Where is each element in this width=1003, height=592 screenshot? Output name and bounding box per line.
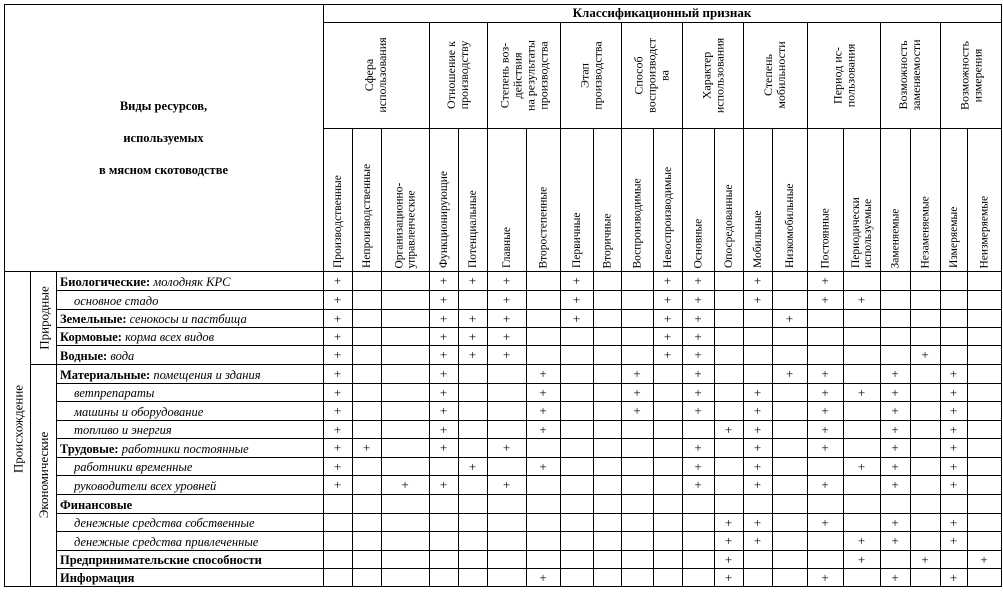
sub-header-16: [844, 131, 879, 268]
plus-mark: +: [439, 440, 448, 455]
plus-mark: +: [724, 421, 733, 437]
plus-mark: +: [694, 458, 702, 474]
plus-mark: +: [694, 366, 702, 381]
classification-title: Классификационный признак: [572, 5, 752, 20]
sub-header-label: Периодически используемые: [849, 197, 874, 268]
plus-mark: +: [439, 403, 448, 418]
plus-mark: +: [439, 384, 448, 400]
table-row-label: [60, 441, 249, 457]
plus-mark: +: [502, 292, 511, 307]
sub-header-label: Первичные: [570, 212, 583, 268]
plus-mark: +: [468, 328, 477, 344]
table-row-label: [60, 570, 134, 586]
table-row-label: [74, 404, 203, 420]
table-row-label: [74, 422, 172, 438]
group-header-1: [430, 24, 486, 126]
group-header-line: производства: [535, 40, 550, 110]
row-rule: [56, 568, 1001, 569]
plus-mark: +: [539, 366, 547, 381]
row-category: Информация: [60, 571, 135, 585]
group-header-4: [622, 24, 681, 126]
plus-mark: +: [949, 477, 958, 492]
plus-mark: +: [821, 421, 829, 437]
row-category: Земельные:: [60, 312, 127, 326]
plus-mark: +: [333, 384, 342, 400]
row-resource: работники постоянные: [118, 441, 249, 456]
plus-mark: +: [724, 551, 733, 567]
plus-mark: +: [949, 421, 958, 437]
plus-mark: +: [539, 569, 547, 585]
plus-mark: +: [539, 421, 547, 437]
sub-header-label: Воспроизводимые: [631, 177, 643, 268]
row-category: Водные:: [60, 348, 108, 363]
plus-mark: +: [333, 273, 342, 288]
group-header-line: на результаты: [522, 39, 537, 111]
plus-mark: +: [949, 440, 958, 455]
group-header-line: действия: [509, 51, 524, 99]
plus-mark: +: [753, 514, 762, 530]
sub-header-label: Опосредованные: [722, 184, 735, 268]
plus-mark: +: [857, 292, 866, 307]
plus-mark: +: [921, 347, 929, 362]
row-rule: [56, 401, 1001, 402]
row-rule: [56, 457, 1001, 458]
plus-mark: +: [821, 514, 829, 530]
plus-mark: +: [785, 310, 794, 326]
table-border-right: [1001, 4, 1002, 587]
group-header-0: [324, 24, 428, 126]
plus-mark: +: [502, 347, 511, 362]
sub-header-3: [430, 131, 457, 268]
row-resource: руководители всех уровней: [74, 478, 217, 493]
origin-label: Происхождение: [9, 384, 25, 473]
group-header-line: Характер: [698, 51, 713, 99]
plus-mark: +: [821, 569, 829, 585]
sub-header-4: [459, 131, 486, 268]
plus-mark: +: [949, 366, 958, 381]
group-header-line: Степень воз-: [496, 42, 511, 108]
sub-header-10: [654, 131, 681, 268]
group-header-line: Сфера: [362, 58, 376, 92]
resource-title-line: Виды ресурсов,: [119, 99, 208, 113]
sub-header-label: Второстепенные: [537, 186, 549, 268]
plus-mark: +: [753, 477, 762, 492]
table-row-label: [60, 367, 261, 383]
plus-mark: +: [753, 384, 762, 400]
plus-mark: +: [633, 403, 641, 418]
sub-header-14: [773, 131, 806, 268]
plus-mark: +: [753, 458, 762, 474]
plus-mark: +: [362, 440, 371, 455]
row-resource: молодняк КРС: [150, 274, 231, 289]
plus-mark: +: [468, 347, 477, 362]
row-resource: машины и оборудование: [74, 404, 204, 419]
sub-header-12: [715, 131, 742, 268]
plus-mark: +: [502, 310, 511, 326]
table-row-label: [74, 515, 255, 531]
plus-mark: +: [333, 328, 342, 344]
group-header-line: использования: [375, 37, 389, 113]
plus-mark: +: [821, 477, 829, 492]
group-header-line: пользования: [842, 43, 857, 107]
plus-mark: +: [663, 310, 672, 326]
plus-mark: +: [333, 366, 342, 381]
plus-mark: +: [439, 292, 448, 307]
plus-mark: +: [857, 533, 866, 548]
sub-header-15: [808, 131, 842, 268]
plus-mark: +: [439, 477, 448, 492]
sub-header-5: [488, 131, 525, 268]
group-header-line: производству: [457, 40, 471, 110]
plus-mark: +: [439, 366, 448, 381]
row-resource: денежные средства привлеченные: [74, 534, 259, 549]
row-resource: ветпрепараты: [74, 386, 155, 400]
group-header-8: [881, 24, 939, 126]
group-header-6: [744, 24, 806, 126]
sub-header-label: Мобильные: [751, 210, 764, 268]
row-resource: корма всех видов: [121, 330, 215, 344]
sub-header-label: Вторичные: [601, 213, 613, 268]
plus-mark: +: [468, 310, 477, 326]
plus-mark: +: [663, 273, 672, 288]
sub-header-19: [941, 131, 966, 268]
sub-header-label: Потенциальные: [466, 190, 479, 268]
sub-header-label: Заменяемые: [889, 208, 901, 268]
plus-mark: +: [724, 533, 733, 548]
group-header-9: [941, 24, 1000, 126]
plus-mark: +: [333, 347, 342, 362]
header-rule-bottom: [4, 271, 1001, 272]
row-rule: [56, 290, 1001, 291]
group-header-line: измерения: [969, 48, 984, 102]
plus-mark: +: [502, 440, 511, 455]
plus-mark: +: [857, 384, 866, 400]
plus-mark: +: [333, 477, 342, 492]
plus-mark: +: [633, 384, 641, 400]
plus-mark: +: [949, 458, 958, 474]
plus-mark: +: [891, 366, 899, 381]
plus-mark: +: [663, 347, 672, 362]
plus-mark: +: [949, 569, 958, 585]
row-rule: [56, 420, 1001, 421]
sub-header-label: Низкомобильные: [783, 183, 796, 268]
sub-header-0: [324, 131, 351, 268]
plus-mark: +: [539, 384, 547, 400]
table-row-label: [60, 329, 214, 345]
table-row-label: [74, 459, 192, 475]
plus-mark: +: [891, 569, 899, 585]
table-row-label: [60, 497, 132, 513]
header-rule-title: [323, 22, 1001, 23]
row-category: Предпринимательские способности: [60, 553, 262, 567]
row-category: Биологические:: [60, 274, 151, 289]
sub-header-20: [968, 131, 1000, 268]
plus-mark: +: [694, 273, 702, 288]
group-header-7: [808, 24, 879, 126]
plus-mark: +: [753, 292, 762, 307]
plus-mark: +: [949, 384, 958, 400]
plus-mark: +: [572, 292, 581, 307]
table-row-label: [60, 552, 262, 568]
plus-mark: +: [502, 273, 511, 288]
plus-mark: +: [949, 514, 958, 530]
group-header-line: Способ: [631, 55, 645, 95]
plus-mark: +: [891, 514, 899, 530]
sub-header-2: [382, 131, 428, 268]
plus-mark: +: [891, 477, 899, 492]
plus-mark: +: [694, 292, 702, 307]
plus-mark: +: [949, 533, 958, 548]
table-row-label: [74, 478, 216, 494]
plus-mark: +: [821, 384, 829, 400]
plus-mark: +: [439, 273, 448, 288]
row-rule: [56, 531, 1001, 532]
table-border-bottom: [4, 586, 1002, 587]
row-rule: [56, 438, 1001, 439]
plus-mark: +: [439, 328, 448, 344]
plus-mark: +: [785, 366, 794, 381]
row-resource: работники временные: [74, 460, 193, 474]
plus-mark: +: [694, 440, 702, 455]
plus-mark: +: [333, 458, 342, 474]
plus-mark: +: [821, 403, 829, 418]
plus-mark: +: [502, 328, 511, 344]
plus-mark: +: [333, 403, 342, 418]
plus-mark: +: [891, 403, 899, 418]
row-resource: помещения и здания: [150, 367, 261, 382]
plus-mark: +: [468, 458, 477, 474]
plus-mark: +: [753, 533, 762, 548]
sub-header-label: Невоспроизводимые: [661, 166, 674, 268]
sub-header-label: Измеряемые: [947, 206, 960, 268]
plus-mark: +: [857, 551, 866, 567]
group-header-line: Этап: [576, 62, 591, 88]
plus-mark: +: [633, 366, 641, 381]
plus-mark: +: [694, 310, 702, 326]
plus-mark: +: [857, 458, 866, 474]
plus-mark: +: [891, 421, 899, 437]
plus-mark: +: [694, 384, 702, 400]
plus-mark: +: [921, 551, 929, 567]
group-header-line: использования: [711, 37, 726, 113]
plus-mark: +: [821, 292, 829, 307]
row-resource: денежные средства собственные: [74, 516, 255, 530]
plus-mark: +: [502, 477, 511, 492]
plus-mark: +: [753, 273, 762, 288]
row-rule: [56, 383, 1001, 384]
row-category: Кормовые:: [60, 330, 122, 344]
table-row-label: [60, 311, 247, 327]
plus-mark: +: [821, 273, 829, 288]
plus-mark: +: [891, 440, 899, 455]
group-header-line: Отношение к: [444, 41, 458, 109]
plus-mark: +: [539, 403, 547, 418]
row-rule: [56, 550, 1001, 551]
sub-header-label: Производственные: [331, 175, 344, 268]
row-resource: сенокосы и пастбища: [126, 312, 247, 326]
plus-mark: +: [333, 292, 342, 307]
group-header-line: Период ис-: [829, 46, 844, 104]
plus-mark: +: [694, 347, 702, 362]
plus-mark: +: [891, 533, 899, 548]
plus-mark: +: [980, 551, 988, 567]
row-resource: вода: [107, 348, 135, 363]
row-rule: [56, 327, 1001, 328]
plus-mark: +: [333, 421, 342, 437]
sub-header-label: Основные: [692, 218, 704, 268]
group-header-line: производства: [589, 40, 604, 110]
row-resource: топливо и энергия: [74, 423, 172, 437]
plus-mark: +: [439, 347, 448, 362]
resource-types-title: [4, 90, 323, 186]
row-rule: [56, 475, 1001, 476]
plus-mark: +: [753, 421, 762, 437]
sub-header-6: [527, 131, 559, 268]
sub-header-18: [911, 131, 939, 268]
row-rule: [56, 513, 1001, 514]
sub-header-7: [561, 131, 592, 268]
economic-label: Экономические: [35, 431, 51, 519]
group-header-line: Степень: [761, 53, 775, 97]
table-row-label: [74, 293, 158, 309]
sub-header-9: [622, 131, 652, 268]
plus-mark: +: [401, 477, 409, 492]
plus-mark: +: [753, 403, 762, 418]
plus-mark: +: [821, 366, 829, 381]
sub-header-label: Неизмеряемые: [978, 195, 990, 268]
sub-header-8: [594, 131, 620, 268]
group-header-line: Возможность: [956, 40, 971, 110]
sub-header-13: [744, 131, 771, 268]
group-header-3: [561, 24, 620, 126]
plus-mark: +: [439, 310, 448, 326]
table-row-label: [74, 534, 258, 550]
row-rule: [56, 364, 1001, 365]
plus-mark: +: [439, 421, 448, 437]
plus-mark: +: [468, 273, 477, 288]
sub-header-1: [353, 131, 380, 268]
plus-mark: +: [694, 477, 702, 492]
group-header-line: мобильности: [774, 41, 788, 109]
sub-header-11: [683, 131, 713, 268]
plus-mark: +: [663, 292, 672, 307]
plus-mark: +: [694, 403, 702, 418]
plus-mark: +: [539, 458, 547, 474]
plus-mark: +: [694, 328, 702, 344]
plus-mark: +: [333, 440, 342, 455]
table-row-label: [60, 274, 230, 290]
row-rule: [56, 494, 1001, 495]
table-row-label: [74, 385, 154, 401]
row-rule: [56, 345, 1001, 346]
resource-title-line: в мясном скотоводстве: [98, 163, 228, 177]
plus-mark: +: [891, 458, 899, 474]
plus-mark: +: [663, 328, 672, 344]
row-category: Финансовые: [60, 497, 133, 512]
sub-header-label: Функционирующие: [437, 171, 450, 268]
group-header-line: Возможность: [896, 40, 910, 110]
plus-mark: +: [949, 403, 958, 418]
sub-header-label: Постоянные: [819, 207, 831, 268]
group-header-line: заменяемости: [909, 39, 923, 111]
plus-mark: +: [753, 440, 762, 455]
group-header-line: ва: [657, 69, 671, 81]
plus-mark: +: [572, 310, 581, 326]
row-rule: [56, 309, 1001, 310]
group-header-line: воспроизводст: [644, 37, 658, 113]
plus-mark: +: [724, 514, 733, 530]
sub-header-label: Организационно-управленческие: [393, 182, 417, 268]
plus-mark: +: [891, 384, 899, 400]
header-rule-groups: [323, 128, 1001, 129]
group-header-5: [683, 24, 742, 126]
plus-mark: +: [572, 273, 581, 288]
table-row-label: [60, 348, 134, 364]
plus-mark: +: [333, 310, 342, 326]
row-category: Материальные:: [60, 367, 151, 382]
sub-header-17: [881, 131, 909, 268]
sub-header-label: Незаменяемые: [919, 195, 931, 268]
resource-title-line: используемых: [123, 131, 204, 145]
plus-mark: +: [821, 440, 829, 455]
plus-mark: +: [724, 569, 733, 585]
row-resource: основное стадо: [74, 293, 159, 308]
group-header-2: [488, 24, 559, 126]
natural-label: Природные: [35, 285, 51, 350]
row-category: Трудовые:: [60, 441, 119, 456]
sub-header-label: Непроизводственные: [360, 163, 373, 268]
sub-header-label: Главные: [500, 226, 513, 268]
